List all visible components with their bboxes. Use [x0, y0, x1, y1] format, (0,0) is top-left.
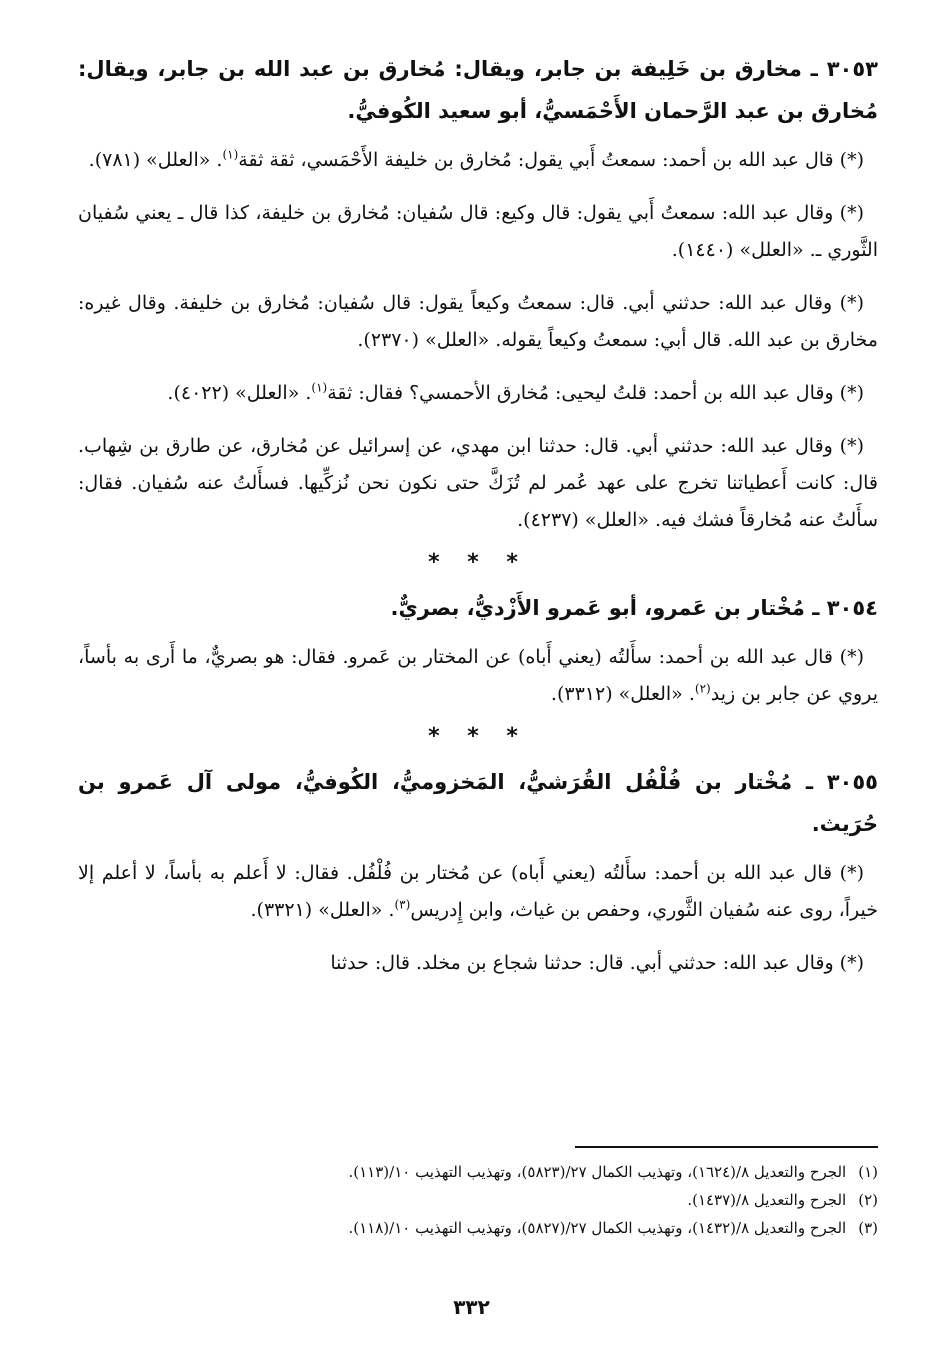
footnote: [78, 1186, 878, 1214]
footnote-divider: [575, 1146, 878, 1148]
section-separator: * * *: [428, 724, 528, 749]
footnote-text: الجرح والتعديل ٨/(١٦٢٤)، وتهذيب الكمال ٢٧/(٥٨٢٣)، وتهذيب التهذيب ١٠/(١١٣).: [348, 1163, 847, 1181]
footnote-number: (١): [858, 1163, 878, 1181]
footnote-ref: (١): [222, 147, 239, 162]
footnote-ref: (١): [311, 380, 328, 395]
narration-paragraph: (*) قال عبد الله بن أحمد: سأَلتُه (يعني أَباه) عن مُختار بن فُلْفُل. فقال: لا أَعلم به بأساً، لا أعلم إلا خيراً، روى عنه سُفيان الثَّوري، وحفص بن غياث، وابن إِدريس$^{(٣)}$. «العلل» (٣٣٢١).: [78, 862, 878, 921]
narration-paragraph: (*) وقال عبد الله: حدثني أبي. قال: حدثنا شجاع بن مخلد. قال: حدثنا: [330, 952, 864, 974]
entry-heading: ٣٠٥٤ ـ مُخْتار بن عَمرو، أبو عَمرو الأَزْديُّ، بصريٌّ.: [390, 596, 878, 620]
footnote-number: (٣): [858, 1219, 878, 1237]
narration-paragraph: (*) وقال عبد الله: حدثني أبي. قال: حدثنا ابن مهدي، عن إسرائيل عن مُخارق، عن طارق بن شِهاب. قال: كانت أَعطياتنا تخرج على عهد عُمر لم تُزَكَّ حتى نكون نحن نُزكِّيها. فسأَلتُ عنه سُفيان. فقال: سأَلتُ عنه مُخارقاً فشك فيه. «العلل» (٤٢٣٧).: [78, 435, 878, 531]
footnote-text: الجرح والتعديل ٨/(١٤٣٧).: [687, 1191, 847, 1209]
entry-heading: ٣٠٥٣ ـ مخارق بن خَلِيفة بن جابر، ويقال: مُخارق بن عبد الله بن جابر، ويقال: مُخارق بن عبد الرَّحمان الأَحْمَسيُّ، أبو سعيد الكُوفيُّ.: [78, 57, 878, 123]
page-number: ٣٣٢: [453, 1295, 490, 1319]
entry-heading: ٣٠٥٥ ـ مُخْتار بن فُلْفُل القُرَشيُّ، المَخزوميُّ، الكُوفيُّ، مولى آل عَمرو بن حُرَيث.: [78, 770, 878, 836]
footnote-ref: (٢): [694, 681, 711, 696]
footnote-number: (٢): [858, 1191, 878, 1209]
narration-paragraph: (*) وقال عبد الله: حدثني أبي. قال: سمعتُ وكيعاً يقول: قال سُفيان: مُخارق بن خليفة. وقال غيره: مخارق بن عبد الله. قال أبي: سمعتُ وكيعاً يقوله. «العلل» (٢٣٧٠).: [78, 292, 878, 351]
footnotes: [78, 1158, 878, 1242]
narration-paragraph: (*) قال عبد الله بن أحمد: سمعتُ أَبي يقول: مُخارق بن خليفة الأَحْمَسي، ثقة ثقة$^{(١)}$. «العلل» (٧٨١).: [88, 147, 864, 171]
footnote: [78, 1214, 878, 1242]
section-separator: * * *: [428, 550, 528, 575]
narration-paragraph: (*) وقال عبد الله بن أحمد: قلتُ ليحيى: مُخارق الأحمسي؟ فقال: ثقة$^{(١)}$. «العلل» (٤٠٢٢).: [167, 380, 864, 404]
narration-paragraph: (*) قال عبد الله بن أحمد: سأَلتُه (يعني أَباه) عن المختار بن عَمرو. فقال: هو بصريٌّ، ما أَرى به بأساً، يروي عن جابر بن زيد$^{(٢)}$. «العلل» (٣٣١٢).: [78, 646, 878, 705]
footnote: [78, 1158, 878, 1186]
footnote-ref: (٣): [394, 897, 411, 912]
narration-paragraph: (*) وقال عبد الله: سمعتُ أَبي يقول: قال وكيع: قال سُفيان: مُخارق بن خليفة، كذا قال ـ يعني سُفيان الثَّوري ـ. «العلل» (١٤٤٠).: [78, 202, 878, 261]
footnote-text: الجرح والتعديل ٨/(١٤٣٢)، وتهذيب الكمال ٢٧/(٥٨٢٧)، وتهذيب التهذيب ١٠/(١١٨).: [348, 1219, 847, 1237]
